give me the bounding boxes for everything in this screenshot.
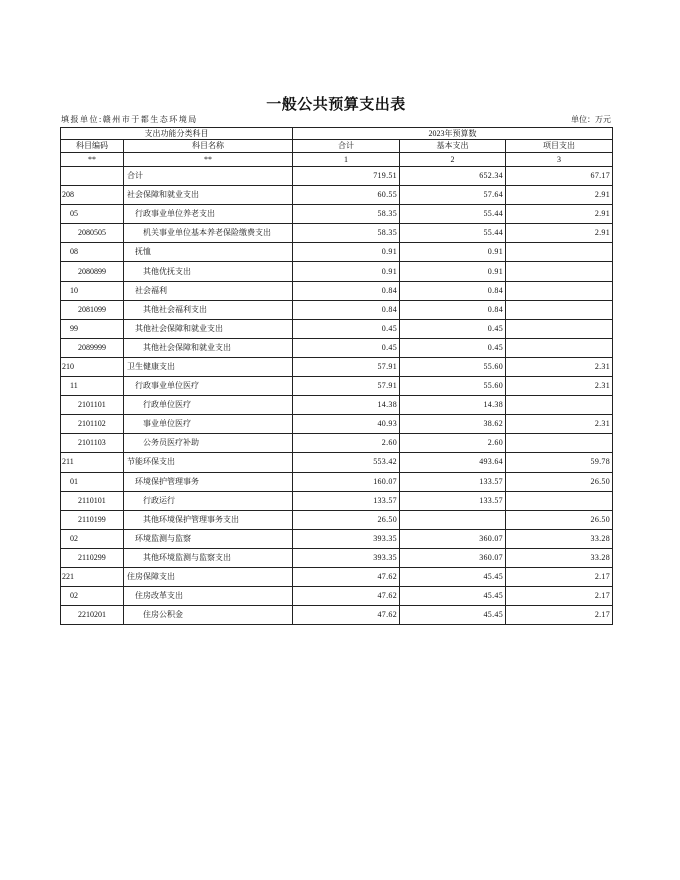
total-cell: 58.35 xyxy=(293,205,400,224)
total-cell: 26.50 xyxy=(293,510,400,529)
basic-expense-cell: 493.64 xyxy=(400,453,506,472)
subject-code-cell: 2101103 xyxy=(61,434,124,453)
subject-name-cell: 行政运行 xyxy=(124,491,293,510)
subject-code-cell: 208 xyxy=(61,186,124,205)
subject-name-cell: 环境监测与监察 xyxy=(124,529,293,548)
table-row xyxy=(61,338,613,357)
index-basic-expense: 2 xyxy=(400,153,506,167)
total-cell: 393.35 xyxy=(293,529,400,548)
subject-code-cell: 2089999 xyxy=(61,338,124,357)
project-expense-cell: 2.17 xyxy=(506,606,613,625)
subject-name-cell: 机关事业单位基本养老保险缴费支出 xyxy=(124,224,293,243)
basic-expense-cell: 652.34 xyxy=(400,167,506,186)
subject-name-cell: 事业单位医疗 xyxy=(124,415,293,434)
basic-expense-cell: 45.45 xyxy=(400,567,506,586)
table-row xyxy=(61,491,613,510)
header-subject-name: 科目名称 xyxy=(124,140,293,153)
total-cell: 47.62 xyxy=(293,587,400,606)
subject-code-cell: 11 xyxy=(61,377,124,396)
total-cell: 40.93 xyxy=(293,415,400,434)
subject-code-cell xyxy=(61,167,124,186)
subject-name-cell: 抚恤 xyxy=(124,243,293,262)
table-row xyxy=(61,262,613,281)
subject-code-cell: 2080505 xyxy=(61,224,124,243)
project-expense-cell: 33.28 xyxy=(506,529,613,548)
subject-code-cell: 2080899 xyxy=(61,262,124,281)
project-expense-cell xyxy=(506,300,613,319)
header-basic-expense: 基本支出 xyxy=(400,140,506,153)
subject-name-cell: 住房改革支出 xyxy=(124,587,293,606)
total-cell: 2.60 xyxy=(293,434,400,453)
subject-name-cell: 环境保护管理事务 xyxy=(124,472,293,491)
table-row xyxy=(61,281,613,300)
subject-name-cell: 公务员医疗补助 xyxy=(124,434,293,453)
subject-code-cell: 2101101 xyxy=(61,396,124,415)
subject-code-cell: 08 xyxy=(61,243,124,262)
subject-name-cell: 社会福利 xyxy=(124,281,293,300)
total-cell: 58.35 xyxy=(293,224,400,243)
subject-code-cell: 210 xyxy=(61,357,124,376)
subject-code-cell: 02 xyxy=(61,529,124,548)
subject-name-cell: 行政事业单位医疗 xyxy=(124,377,293,396)
subject-code-cell: 2101102 xyxy=(61,415,124,434)
table-row xyxy=(61,377,613,396)
subject-name-cell: 住房公积金 xyxy=(124,606,293,625)
subject-name-cell: 其他社会福利支出 xyxy=(124,300,293,319)
total-cell: 57.91 xyxy=(293,357,400,376)
total-cell: 719.51 xyxy=(293,167,400,186)
total-cell: 0.91 xyxy=(293,262,400,281)
basic-expense-cell: 55.60 xyxy=(400,357,506,376)
basic-expense-cell: 14.38 xyxy=(400,396,506,415)
table-row xyxy=(61,243,613,262)
table-row xyxy=(61,472,613,491)
table-row xyxy=(61,357,613,376)
subject-name-cell: 其他社会保障和就业支出 xyxy=(124,319,293,338)
table-row xyxy=(61,186,613,205)
total-cell: 14.38 xyxy=(293,396,400,415)
table-row xyxy=(61,415,613,434)
subject-code-cell: 2110299 xyxy=(61,548,124,567)
project-expense-cell xyxy=(506,396,613,415)
basic-expense-cell: 360.07 xyxy=(400,529,506,548)
project-expense-cell xyxy=(506,434,613,453)
subject-code-cell: 211 xyxy=(61,453,124,472)
header-total: 合计 xyxy=(293,140,400,153)
total-cell: 0.45 xyxy=(293,338,400,357)
subject-code-cell: 2110199 xyxy=(61,510,124,529)
table-row xyxy=(61,205,613,224)
header-index-row xyxy=(61,153,613,167)
total-cell: 47.62 xyxy=(293,567,400,586)
index-subject-code: ** xyxy=(61,153,124,167)
basic-expense-cell: 133.57 xyxy=(400,491,506,510)
basic-expense-cell: 57.64 xyxy=(400,186,506,205)
basic-expense-cell: 0.91 xyxy=(400,243,506,262)
budget-expenditure-table xyxy=(60,127,613,625)
subject-name-cell: 社会保障和就业支出 xyxy=(124,186,293,205)
basic-expense-cell: 0.84 xyxy=(400,281,506,300)
subject-code-cell: 221 xyxy=(61,567,124,586)
table-row xyxy=(61,300,613,319)
project-expense-cell: 2.31 xyxy=(506,357,613,376)
subject-name-cell: 其他环境监测与监察支出 xyxy=(124,548,293,567)
table-row xyxy=(61,434,613,453)
subject-name-cell: 其他优抚支出 xyxy=(124,262,293,281)
index-total: 1 xyxy=(293,153,400,167)
basic-expense-cell: 45.45 xyxy=(400,587,506,606)
basic-expense-cell: 0.45 xyxy=(400,319,506,338)
total-cell: 160.07 xyxy=(293,472,400,491)
table-row xyxy=(61,548,613,567)
page-title: 一般公共预算支出表 xyxy=(266,97,406,113)
table-body xyxy=(61,167,613,625)
basic-expense-cell: 360.07 xyxy=(400,548,506,567)
header-subject-code: 科目编码 xyxy=(61,140,124,153)
subject-name-cell: 合计 xyxy=(124,167,293,186)
basic-expense-cell: 55.44 xyxy=(400,224,506,243)
table-row xyxy=(61,567,613,586)
total-cell: 60.55 xyxy=(293,186,400,205)
header-budget-year: 2023年预算数 xyxy=(293,128,613,140)
subject-code-cell: 10 xyxy=(61,281,124,300)
table-row xyxy=(61,529,613,548)
project-expense-cell: 2.91 xyxy=(506,205,613,224)
project-expense-cell xyxy=(506,281,613,300)
project-expense-cell: 2.91 xyxy=(506,224,613,243)
subject-code-cell: 01 xyxy=(61,472,124,491)
reporting-unit-label: 填报单位:赣州市于都生态环境局 xyxy=(61,115,198,124)
total-cell: 0.45 xyxy=(293,319,400,338)
table-row xyxy=(61,167,613,186)
project-expense-cell: 2.31 xyxy=(506,377,613,396)
basic-expense-cell xyxy=(400,510,506,529)
basic-expense-cell: 55.44 xyxy=(400,205,506,224)
project-expense-cell: 2.91 xyxy=(506,186,613,205)
subject-name-cell: 卫生健康支出 xyxy=(124,357,293,376)
table-row xyxy=(61,224,613,243)
total-cell: 0.84 xyxy=(293,300,400,319)
project-expense-cell xyxy=(506,338,613,357)
subject-name-cell: 行政事业单位养老支出 xyxy=(124,205,293,224)
table-row xyxy=(61,510,613,529)
basic-expense-cell: 2.60 xyxy=(400,434,506,453)
basic-expense-cell: 0.91 xyxy=(400,262,506,281)
currency-unit-label: 单位：万元 xyxy=(571,115,611,124)
project-expense-cell: 26.50 xyxy=(506,510,613,529)
subject-name-cell: 其他社会保障和就业支出 xyxy=(124,338,293,357)
project-expense-cell: 2.31 xyxy=(506,415,613,434)
total-cell: 133.57 xyxy=(293,491,400,510)
subject-code-cell: 02 xyxy=(61,587,124,606)
subject-name-cell: 住房保障支出 xyxy=(124,567,293,586)
subject-name-cell: 节能环保支出 xyxy=(124,453,293,472)
header-project-expense: 项目支出 xyxy=(506,140,613,153)
basic-expense-cell: 0.45 xyxy=(400,338,506,357)
project-expense-cell xyxy=(506,491,613,510)
total-cell: 47.62 xyxy=(293,606,400,625)
project-expense-cell: 26.50 xyxy=(506,472,613,491)
subject-code-cell: 2110101 xyxy=(61,491,124,510)
header-function-category: 支出功能分类科目 xyxy=(61,128,293,140)
basic-expense-cell: 45.45 xyxy=(400,606,506,625)
subject-code-cell: 2081099 xyxy=(61,300,124,319)
basic-expense-cell: 38.62 xyxy=(400,415,506,434)
total-cell: 393.35 xyxy=(293,548,400,567)
table-row xyxy=(61,319,613,338)
total-cell: 553.42 xyxy=(293,453,400,472)
project-expense-cell: 2.17 xyxy=(506,567,613,586)
subject-name-cell: 行政单位医疗 xyxy=(124,396,293,415)
table-row xyxy=(61,396,613,415)
project-expense-cell: 2.17 xyxy=(506,587,613,606)
project-expense-cell xyxy=(506,243,613,262)
table-row xyxy=(61,606,613,625)
subject-code-cell: 05 xyxy=(61,205,124,224)
subject-code-cell: 2210201 xyxy=(61,606,124,625)
table-header xyxy=(61,128,613,167)
total-cell: 57.91 xyxy=(293,377,400,396)
basic-expense-cell: 0.84 xyxy=(400,300,506,319)
header-column-row xyxy=(61,140,613,153)
subject-name-cell: 其他环境保护管理事务支出 xyxy=(124,510,293,529)
basic-expense-cell: 55.60 xyxy=(400,377,506,396)
project-expense-cell: 59.78 xyxy=(506,453,613,472)
total-cell: 0.84 xyxy=(293,281,400,300)
project-expense-cell xyxy=(506,262,613,281)
index-subject-name: ** xyxy=(124,153,293,167)
report-subheader xyxy=(60,115,612,125)
table-row xyxy=(61,453,613,472)
project-expense-cell: 67.17 xyxy=(506,167,613,186)
table-row xyxy=(61,587,613,606)
basic-expense-cell: 133.57 xyxy=(400,472,506,491)
subject-code-cell: 99 xyxy=(61,319,124,338)
index-project-expense: 3 xyxy=(506,153,613,167)
total-cell: 0.91 xyxy=(293,243,400,262)
header-group-row xyxy=(61,128,613,140)
project-expense-cell: 33.28 xyxy=(506,548,613,567)
project-expense-cell xyxy=(506,319,613,338)
